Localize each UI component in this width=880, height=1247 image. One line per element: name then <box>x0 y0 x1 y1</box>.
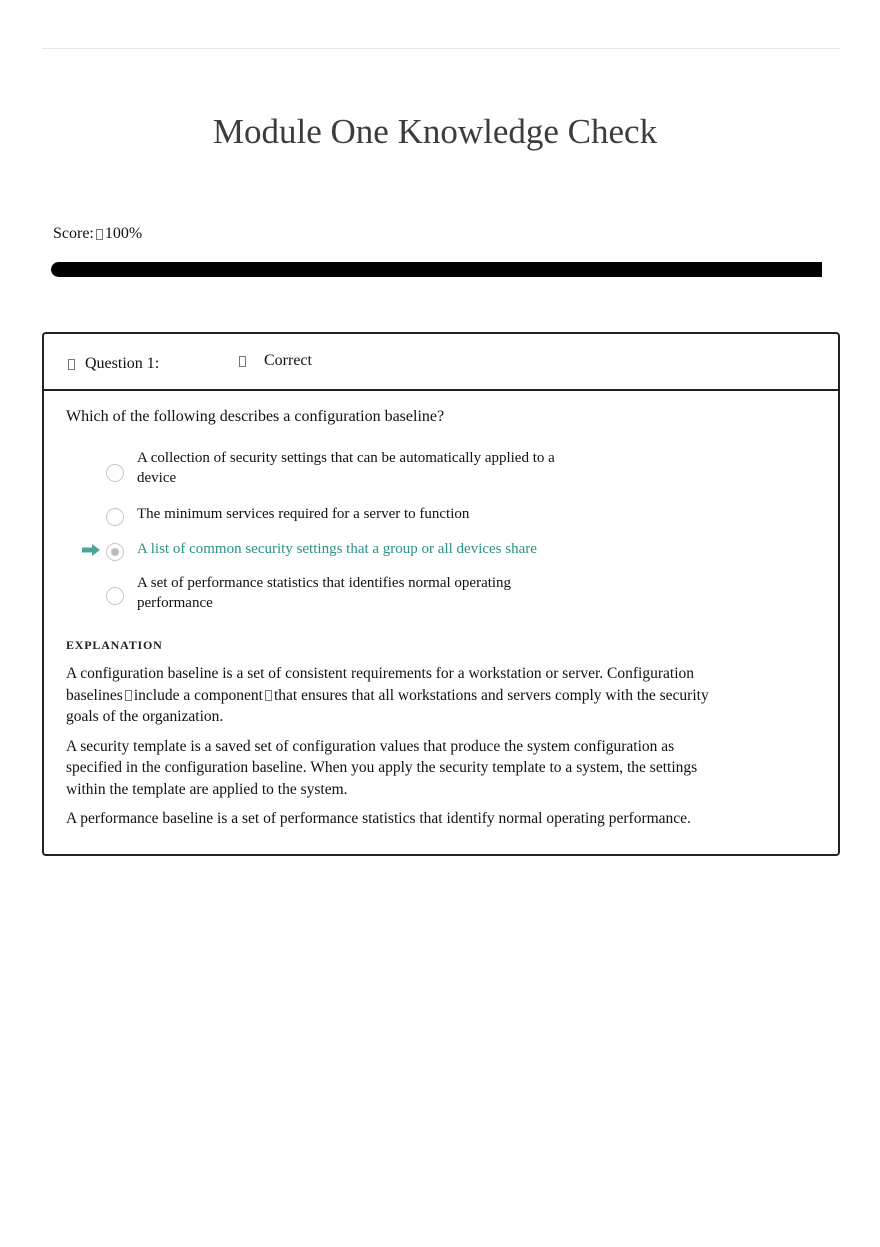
explanation-text: include a component <box>133 686 263 704</box>
question-card <box>42 332 840 856</box>
explanation-heading: EXPLANATION <box>66 638 163 652</box>
explanation-paragraph-3: A performance baseline is a set of performance statistics that identify normal operating performance. <box>66 810 691 827</box>
status-text: Correct <box>264 352 312 369</box>
explanation-text: that ensures that all workstations and servers comply with the security goals of the organization. <box>66 686 709 725</box>
score-progress-fill <box>51 262 822 277</box>
explanation-text: A configuration baseline is a set of consistent requirements for a workstation or server. Configuration baselines <box>66 665 695 704</box>
answer-radio[interactable] <box>106 464 124 482</box>
top-divider <box>42 48 840 49</box>
question-icon <box>68 359 75 370</box>
question-number: Question 1: <box>85 355 160 372</box>
answer-text: A set of performance statistics that identifies normal operating performance <box>137 575 512 611</box>
question-prompt: Which of the following describes a configuration baseline? <box>66 408 445 425</box>
answer-radio-selected[interactable] <box>106 543 124 561</box>
question-header <box>44 334 838 391</box>
score-progress-bar <box>51 262 822 277</box>
answer-text: A list of common security settings that a group or all devices share <box>137 541 537 557</box>
score-value: 100% <box>104 225 143 242</box>
explanation-body <box>66 663 726 838</box>
question-status <box>237 351 312 371</box>
page-title: Module One Knowledge Check <box>212 112 658 151</box>
explanation-paragraph-2: A security template is a saved set of configuration values that produce the system configuration as specified in the configuration baseline. When you apply the security template to a system, the settings within the template are applied to the system. <box>66 737 698 798</box>
score-label: Score: <box>53 225 94 242</box>
correct-answer-arrow-icon <box>82 544 100 556</box>
question-label <box>66 354 159 374</box>
missing-glyph-icon <box>125 690 132 701</box>
explanation-paragraph-1 <box>66 663 726 728</box>
status-icon <box>239 356 246 367</box>
missing-glyph-icon <box>265 690 272 701</box>
answer-text: The minimum services required for a server to function <box>137 506 470 522</box>
score-readout <box>53 224 142 244</box>
answer-radio[interactable] <box>106 508 124 526</box>
answer-radio[interactable] <box>106 587 124 605</box>
answer-text: A collection of security settings that can be automatically applied to a device <box>137 450 555 486</box>
missing-glyph-icon <box>96 229 103 240</box>
